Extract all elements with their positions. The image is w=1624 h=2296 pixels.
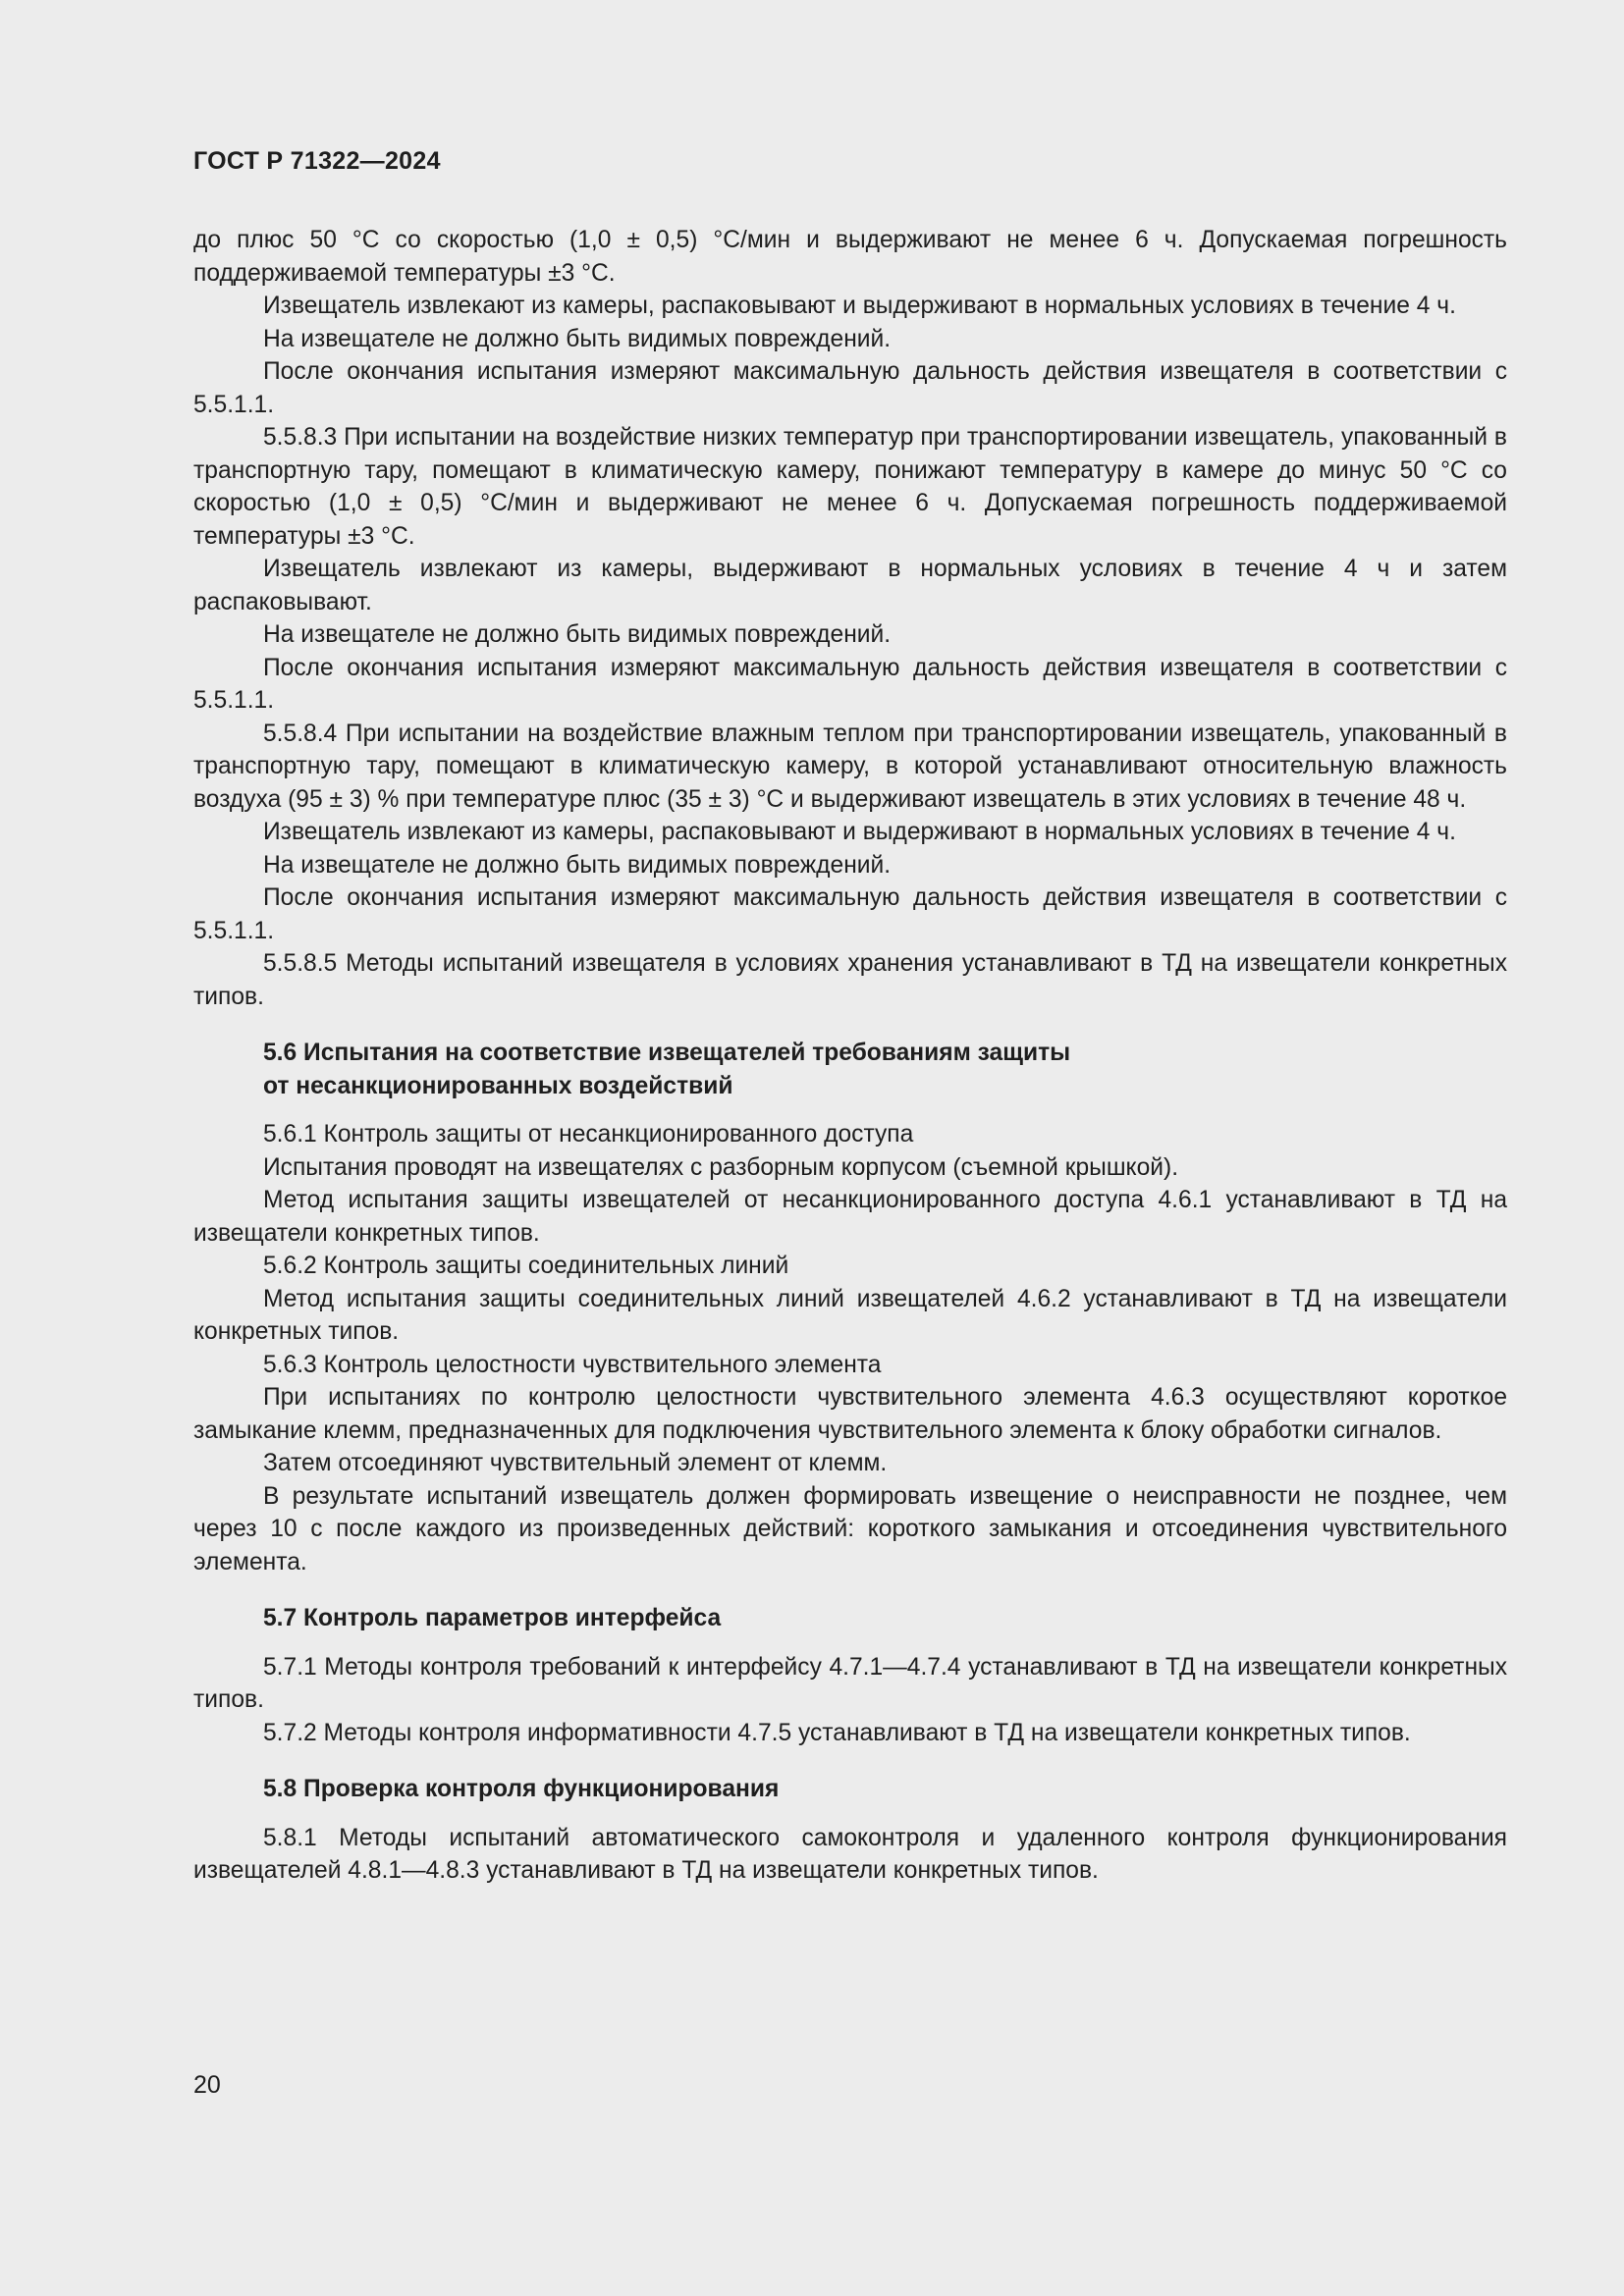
paragraph: Извещатель извлекают из камеры, распаковывают и выдерживают в нормальных условиях в течение 4 ч.	[263, 819, 1456, 845]
section-5-7-heading: 5.7 Контроль параметров интерфейса	[263, 1605, 722, 1631]
clause-5-6-2-title: 5.6.2 Контроль защиты соединительных линий	[263, 1253, 789, 1279]
paragraph: После окончания испытания измеряют максимальную дальность действия извещателя в соответствии с 5.5.1.1.	[193, 654, 1507, 714]
clause-5-6-1-title: 5.6.1 Контроль защиты от несанкционированного доступа	[263, 1121, 914, 1148]
document-header: ГОСТ Р 71322—2024	[193, 147, 441, 175]
section-5-8-heading: 5.8 Проверка контроля функционирования	[263, 1776, 780, 1802]
paragraph: Извещатель извлекают из камеры, распаковывают и выдерживают в нормальных условиях в течение 4 ч.	[263, 293, 1456, 319]
paragraph: Извещатель извлекают из камеры, выдерживают в нормальных условиях в течение 4 ч и затем распаковывают.	[193, 556, 1507, 615]
clause-5-5-8-3: 5.5.8.3 При испытании на воздействие низких температур при транспортировании извещатель, упакованный в транспортную тару, помещают в климатическую камеру, понижают температуру в камере до минус 50 °С со скоростью (1,0 ± 0,5) °С/мин и выдерживают не менее 6 ч. Допускаемая погрешность поддерживаемой температуры ±3 °С.	[193, 424, 1507, 550]
section-5-6-heading-line2: от несанкционированных воздействий	[263, 1072, 733, 1099]
clause-5-7-2: 5.7.2 Методы контроля информативности 4.7.5 устанавливают в ТД на извещатели конкретных типов.	[263, 1719, 1411, 1746]
paragraph: В результате испытаний извещатель должен формировать извещение о неисправности не позднее, чем через 10 с после каждого из произведенных действий: короткого замыкания и отсоединения чувствительного элемента.	[193, 1482, 1507, 1575]
clause-5-7-1: 5.7.1 Методы контроля требований к интерфейсу 4.7.1—4.7.4 устанавливают в ТД на извещатели конкретных типов.	[193, 1653, 1507, 1713]
paragraph: Затем отсоединяют чувствительный элемент от клемм.	[263, 1450, 888, 1476]
paragraph: Испытания проводят на извещателях с разборным корпусом (съемной крышкой).	[263, 1153, 1179, 1181]
paragraph: После окончания испытания измеряют максимальную дальность действия извещателя в соответствии с 5.5.1.1.	[193, 358, 1507, 418]
clause-5-5-8-4: 5.5.8.4 При испытании на воздействие влажным теплом при транспортировании извещатель, упакованный в транспортную тару, помещают в климатическую камеру, в которой устанавливают относительную влажность воздуха (95 ± 3) % при температуре плюс (35 ± 3) °С и выдерживают извещатель в этих условиях в течение 48 ч.	[193, 720, 1507, 813]
paragraph-continuation: до плюс 50 °С со скоростью (1,0 ± 0,5) °С/мин и выдерживают не менее 6 ч. Допускаемая погрешность поддерживаемой температуры ±3 °С.	[193, 227, 1507, 287]
paragraph: На извещателе не должно быть видимых повреждений.	[263, 325, 892, 352]
paragraph: Метод испытания защиты извещателей от несанкционированного доступа 4.6.1 устанавливают в ТД на извещатели конкретных типов.	[193, 1187, 1507, 1247]
paragraph: При испытаниях по контролю целостности чувствительного элемента 4.6.3 осуществляют короткое замыкание клемм, предназначенных для подключения чувствительного элемента к блоку обработки сигналов.	[193, 1384, 1507, 1444]
paragraph: На извещателе не должно быть видимых повреждений.	[263, 851, 892, 879]
clause-5-5-8-5: 5.5.8.5 Методы испытаний извещателя в условиях хранения устанавливают в ТД на извещатели конкретных типов.	[193, 950, 1507, 1010]
page-number: 20	[193, 2071, 221, 2099]
paragraph: После окончания испытания измеряют максимальную дальность действия извещателя в соответствии с 5.5.1.1.	[193, 884, 1507, 944]
document-body	[193, 224, 1507, 1888]
paragraph: На извещателе не должно быть видимых повреждений.	[263, 621, 892, 648]
clause-5-8-1: 5.8.1 Методы испытаний автоматического самоконтроля и удаленного контроля функционирования извещателей 4.8.1—4.8.3 устанавливают в ТД на извещатели конкретных типов.	[193, 1824, 1507, 1884]
paragraph: Метод испытания защиты соединительных линий извещателей 4.6.2 устанавливают в ТД на извещатели конкретных типов.	[193, 1285, 1507, 1345]
section-5-6-heading-line1: 5.6 Испытания на соответствие извещателей требованиям защиты	[263, 1040, 1071, 1066]
clause-5-6-3-title: 5.6.3 Контроль целостности чувствительного элемента	[263, 1351, 882, 1378]
section-5-6-heading	[193, 1037, 1507, 1102]
